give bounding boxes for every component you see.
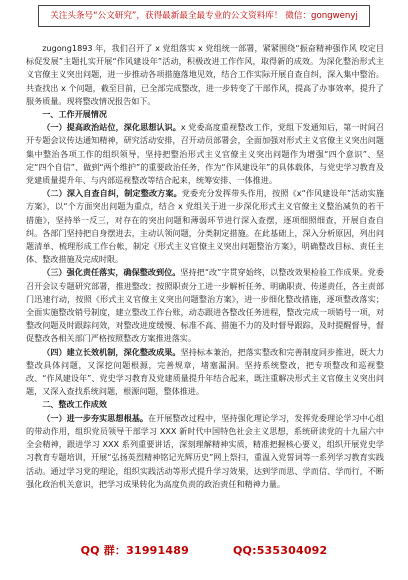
section-heading-2: 二、整改工作成效 — [42, 399, 107, 410]
footer-qq-group: QQ 群：31991489 — [80, 544, 189, 557]
paragraph-text: 坚持把“改”字贯穿始终，以整改效果检验工作成果。党委召开会议专题研究部署，推进整改；按照职责分工进一步解析任务、明确职责、传递责任，各主责部门迅速行动，按照《形式主义官僚主义突出问题整治方案》，进一步细化整改措施，逐项整改落实；全面实施整改销号制度，建立整改工作台账，动态跟进各整改任务进程，整改完成一项销号一项，对整改问题及时跟踪问效，对整改进度缓慢、标准不高、措施不力的及时督导跟踪，及时提醒督导，督促整改各相关部门严格按照整改方案推进落实。 — [26, 267, 384, 344]
paragraph-text: x 党委高度重视整改工作，党组下发通知后，第一时间召开专题会议传达通知精神，研究活动安排，召开动员部署会，全面加强对形式主义官僚主义突出问题集中整治各项工作的组织领导，坚持把整治形式主义官僚主义突出问题作为增强“四个意识”、坚定“四个自信”、做到“两个维护”的重要政治任务，作为“作风建设年”的具体载体，与党史学习教育及党建质量提升年、与内部巡视整改等结合起来，统筹安排、一体推进。 — [26, 122, 384, 186]
paragraph-4 — [26, 346, 384, 399]
paragraph-lead: （一）进一步夯实思想根基。 — [42, 412, 148, 423]
watermark-banner: 关注头条号“公文研究”，获得最新最全最专业的公文资料库！ 微信：gongwenyj — [38, 5, 370, 27]
paragraph-2 — [26, 187, 384, 266]
paragraph-text: 坚持标本兼治，把落实整改和完善制度同步推进，既大力整改具体问题，又深挖问题根源，完善规章，堵塞漏洞。坚持系统整改，把专项整改和巡视整改、“作风建设年”、党史学习教育及党建质量提升年结合起来，既注重解决形式主义官僚主义突出问题，又深入查找系统问题，根源问题，整体推进。 — [26, 346, 384, 397]
paragraph-3 — [26, 266, 384, 345]
section-heading-1: 一、工作开展情况 — [42, 109, 107, 120]
paragraph-5 — [26, 412, 384, 491]
footer-qq-number: QQ:535304092 — [233, 544, 328, 557]
paragraph-lead: （一）提高政治站位，深化思想认识。 — [42, 122, 181, 133]
paragraph-lead: （四）建立长效机制，深化整改成果。 — [42, 346, 181, 357]
paragraph-text: 在开展整改过程中，坚持强化理论学习，发挥党委理论学习中心组的带动作用，组织党员领导干部学习 XXX 新时代中国特色社会主义思想，系统研读党的十九届六中全会精神，跟进学习 XXX 系列重要讲话，深刻理解精神实质，精准把握核心要义，组织开展党史学习教育专题培训，开展“弘扬英烈精神铭记光辉历史”网上祭扫，重温入党誓词等一系列学习教育实践活动。通过学习党的理论，组织实践活动等形式提升学习效果，达到学而思、学而信、学而行，不断强化政治机关意识，把学习成果转化为高度负责的政治责任和精神力量。 — [26, 412, 384, 489]
paragraph-lead: （二）深入自查自纠，制定整改方案。 — [42, 188, 182, 199]
paragraph-1 — [26, 121, 384, 187]
intro-paragraph: zugong1893 年，我们召开了 x 党组落实 x 党组统一部署，紧紧围绕“振奋精神强作风 咬定目标促发展”主题扎实开展“作风建设年”活动，积极改进工作作风，取得新的成效。为深化整治形式主义官僚主义突出问题，进一步推动各项措施落地见效，结合工作实际开展自查自纠，深入集中整治。共查找出 x 个问题，截至目前，已全部完成整改，进一步转变了干部作风，提高了办事效率，提升了服务质量。现将整改情况报告如下。 — [26, 43, 384, 106]
paragraph-lead: （三）强化责任落实，确保整改到位。 — [42, 267, 181, 278]
footer-contact — [0, 542, 408, 558]
paragraph-text: 党委充分发挥带头作用，按照《x“作风建设年”活动实施方案》，以“个方面突出问题为重点，结合 x 党组关于进一步深化形式主义官僚主义整治减负的若干措施》，坚持举一反三，对存在的突出问题和薄弱环节进行深入查摆，逐项细照细查，开展自查自纠。各部门坚持把自身摆进去，主动认领问题，分类制定措施。在此基础上，深入分析原因，列出问题清单、梳理形成工作台帐，制定《形式主义官僚主义突出问题整治方案》，明确整改目标、责任主体、整改措施及完成时限。 — [26, 188, 384, 265]
document-body — [26, 42, 384, 491]
